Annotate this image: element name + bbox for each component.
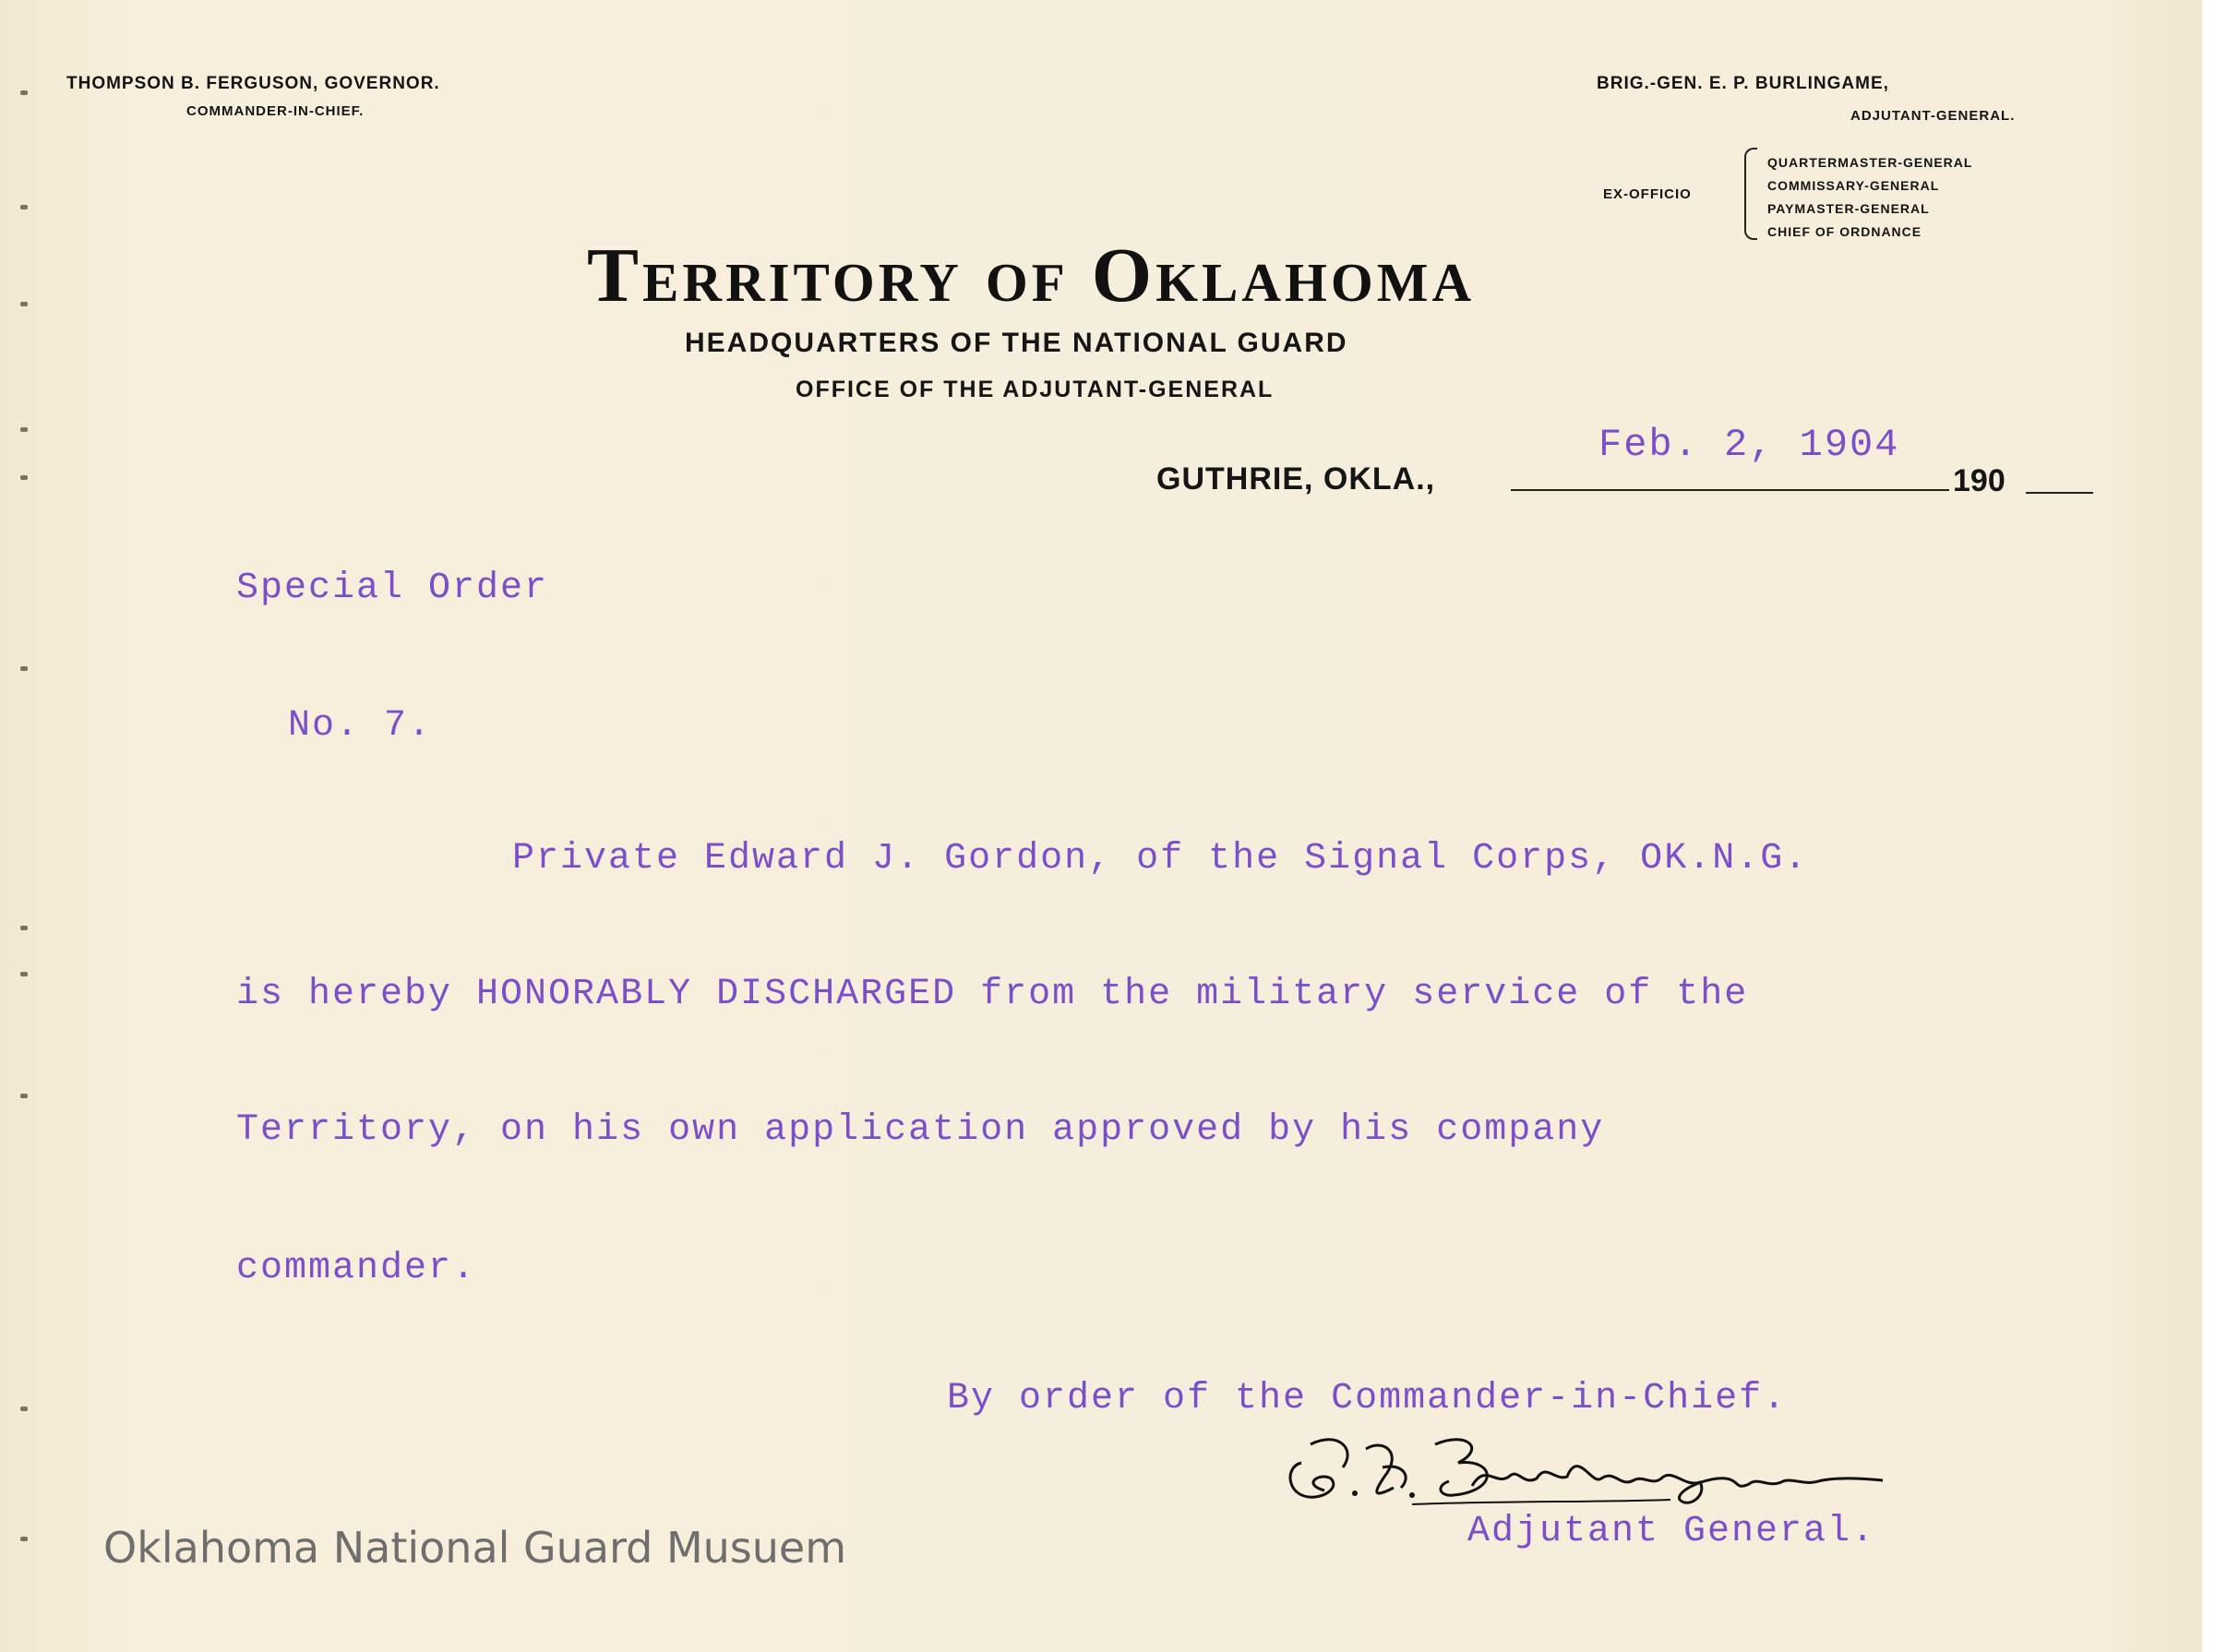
body-line: Territory, on his own application approved by his company xyxy=(236,1109,1605,1151)
punch-mark xyxy=(20,972,28,976)
punch-mark xyxy=(20,205,28,209)
punch-mark xyxy=(20,475,28,480)
letterhead-office: OFFICE OF THE ADJUTANT-GENERAL xyxy=(796,377,1275,402)
body-line: commander. xyxy=(236,1248,477,1289)
punch-mark xyxy=(20,1094,28,1098)
governor-title: COMMANDER-IN-CHIEF. xyxy=(186,103,365,119)
order-number: No. 7. xyxy=(288,705,433,747)
dateline-year-prefix: 190 xyxy=(1953,463,2005,498)
punch-mark xyxy=(20,427,28,432)
ex-officio-role: QUARTERMASTER-GENERAL xyxy=(1767,155,1973,170)
punch-mark xyxy=(20,926,28,930)
punch-mark xyxy=(20,1537,28,1541)
punch-mark xyxy=(20,90,28,95)
ex-officio-role: COMMISSARY-GENERAL xyxy=(1767,178,1940,193)
dateline-city: GUTHRIE, OKLA., xyxy=(1156,461,1436,497)
governor-name: THOMPSON B. FERGUSON, GOVERNOR. xyxy=(66,74,440,93)
signer-title: Adjutant General. xyxy=(1467,1511,1876,1552)
letterhead-subtitle: HEADQUARTERS OF THE NATIONAL GUARD xyxy=(685,328,1348,358)
body-line: Private Edward J. Gordon, of the Signal Corps, OK.N.G. xyxy=(512,838,1809,880)
ex-officio-role: PAYMASTER-GENERAL xyxy=(1767,201,1930,216)
ex-officio-brace xyxy=(1744,148,1757,240)
museum-watermark: Oklahoma National Guard Musuem xyxy=(103,1523,847,1573)
typed-date: Feb. 2, 1904 xyxy=(1598,423,1900,467)
paper-edge xyxy=(2202,0,2215,1652)
ex-officio-role: CHIEF OF ORDNANCE xyxy=(1767,224,1922,239)
adjutant-title: ADJUTANT-GENERAL. xyxy=(1850,108,2016,124)
signature xyxy=(1274,1412,1901,1514)
letterhead-title: Territory of Oklahoma xyxy=(587,233,1476,318)
order-heading: Special Order xyxy=(236,568,549,609)
punch-mark xyxy=(20,666,28,671)
ex-officio-label: EX-OFFICIO xyxy=(1603,186,1692,202)
date-rule xyxy=(1511,489,1949,491)
closing-line: By order of the Commander-in-Chief. xyxy=(947,1378,1788,1419)
adjutant-name: BRIG.-GEN. E. P. BURLINGAME, xyxy=(1597,74,1889,93)
punch-mark xyxy=(20,1407,28,1411)
punch-mark xyxy=(20,302,28,306)
body-line: is hereby HONORABLY DISCHARGED from the military service of the xyxy=(236,974,1749,1015)
year-rule xyxy=(2026,492,2093,494)
